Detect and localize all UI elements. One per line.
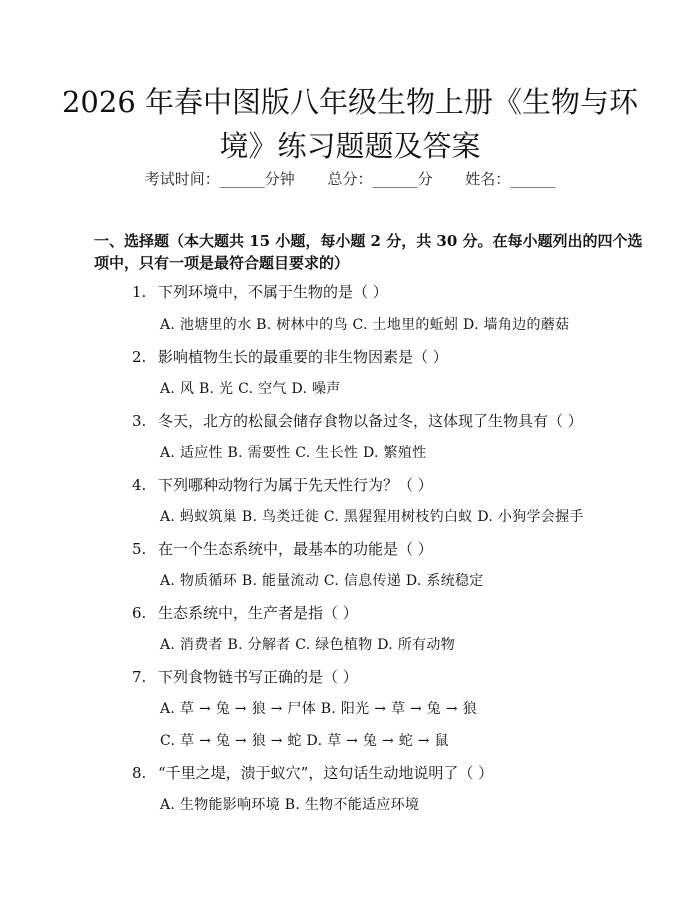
question-8 [132, 762, 493, 783]
question-1 [132, 281, 388, 302]
title-line-2: 境》练习题题及答案 [219, 129, 481, 163]
question-5 [132, 538, 433, 559]
question-2 [132, 346, 448, 367]
question-8-options: A. 生物能影响环境 B. 生物不能适应环境 [160, 797, 420, 813]
question-number: 3. [132, 412, 147, 430]
document-title [40, 80, 660, 168]
exam-meta [0, 168, 700, 189]
question-text: 下列哪种动物行为属于先天性行为？（ ） [158, 476, 433, 494]
question-5-options: A. 物质循环 B. 能量流动 C. 信息传递 D. 系统稳定 [160, 573, 484, 589]
question-number: 5. [132, 540, 147, 558]
total-score-field: 总分：______分 [327, 170, 433, 188]
question-2-options: A. 风 B. 光 C. 空气 D. 噪声 [160, 381, 341, 397]
question-text: 下列食物链书写正确的是（ ） [158, 668, 358, 686]
question-4 [132, 474, 433, 495]
question-number: 6. [132, 604, 147, 622]
question-text: “千里之堤，溃于蚁穴”，这句话生动地说明了（ ） [158, 764, 494, 782]
question-text: 生态系统中，生产者是指（ ） [158, 604, 358, 622]
section-heading: 一、选择题（本大题共 15 小题，每小题 2 分，共 30 分。在每小题列出的四个选项中，只有一项是最符合题目要求的） [94, 232, 643, 272]
question-text: 冬天，北方的松鼠会储存食物以备过冬，这体现了生物具有（ ） [158, 412, 583, 430]
question-3 [132, 410, 583, 431]
question-text: 下列环境中，不属于生物的是（ ） [158, 283, 388, 301]
question-1-options: A. 池塘里的水 B. 树林中的鸟 C. 土地里的蚯蚓 D. 墙角边的蘑菇 [160, 317, 570, 333]
question-number: 4. [132, 476, 147, 494]
question-7-options-line-2: C. 草 → 兔 → 狼 → 蛇 D. 草 → 兔 → 蛇 → 鼠 [160, 733, 449, 749]
student-name-field: 姓名：______ [465, 170, 556, 188]
question-3-options: A. 适应性 B. 需要性 C. 生长性 D. 繁殖性 [160, 445, 427, 461]
title-line-1: 2026 年春中图版八年级生物上册《生物与环 [61, 85, 639, 119]
question-text: 影响植物生长的最重要的非生物因素是（ ） [158, 348, 448, 366]
question-number: 1. [132, 283, 147, 301]
question-4-options: A. 蚂蚁筑巢 B. 鸟类迁徙 C. 黑猩猩用树枝钓白蚁 D. 小狗学会握手 [160, 509, 584, 525]
question-6-options: A. 消费者 B. 分解者 C. 绿色植物 D. 所有动物 [160, 637, 455, 653]
question-7-options-line-1: A. 草 → 兔 → 狼 → 尸体 B. 阳光 → 草 → 兔 → 狼 [160, 701, 477, 717]
question-7 [132, 666, 358, 687]
exam-time-field: 考试时间：______分钟 [144, 170, 295, 188]
question-number: 2. [132, 348, 147, 366]
question-number: 8. [132, 764, 147, 782]
question-number: 7. [132, 668, 147, 686]
question-text: 在一个生态系统中，最基本的功能是（ ） [158, 540, 433, 558]
question-6 [132, 602, 358, 623]
